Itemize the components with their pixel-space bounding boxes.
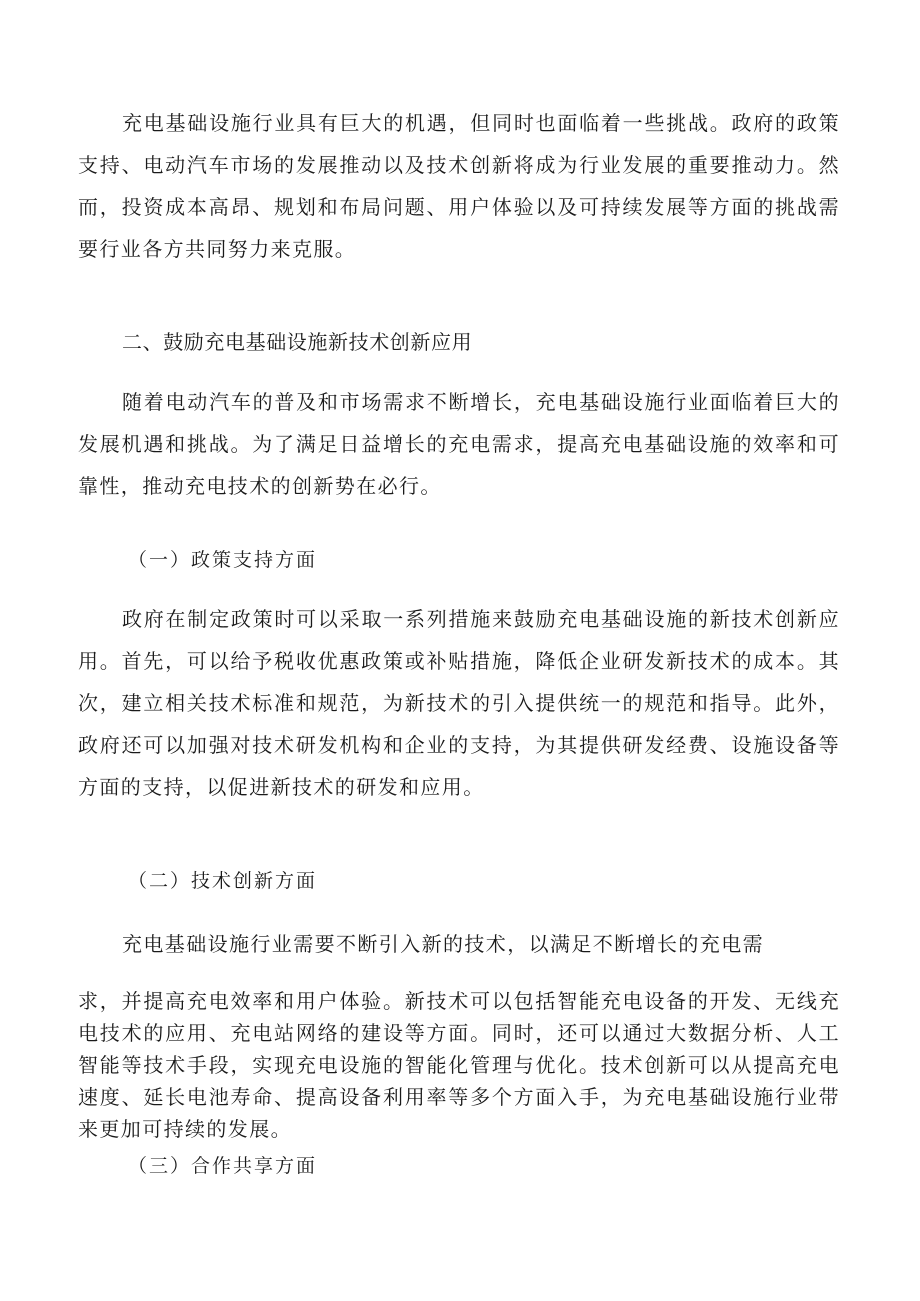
paragraph-opportunities-challenges: 充电基础设施行业具有巨大的机遇，但同时也面临着一些挑战。政府的政策支持、电动汽车市场的发展推动以及技术创新将成为行业发展的重要推动力。然而，投资成本高昂、规划和布局问题、用户体验以及可持续发展等方面的挑战需要行业各方共同努力来克服。 <box>78 111 840 261</box>
paragraph-market-demand: 随着电动汽车的普及和市场需求不断增长，充电基础设施行业面临着巨大的发展机遇和挑战。为了满足日益增长的充电需求，提高充电基础设施的效率和可靠性，推动充电技术的创新势在必行。 <box>78 390 840 498</box>
section-heading-encourage-innovation: 二、鼓励充电基础设施新技术创新应用 <box>122 330 473 354</box>
paragraph-technical-innovation-body: 求，并提高充电效率和用户体验。新技术可以包括智能充电设备的开发、无线充电技术的应用、充电站网络的建设等方面。同时，还可以通过大数据分析、人工智能等技术手段，实现充电设施的智能化管理与优化。技术创新可以从提高充电速度、延长电池寿命、提高设备利用率等多个方面入手，为充电基础设施行业带来更加可持续的发展。 <box>78 989 840 1141</box>
subheading-technical-innovation: （二）技术创新方面 <box>128 870 318 892</box>
paragraph-technical-innovation-first-line: 充电基础设施行业需要不断引入新的技术，以满足不断增长的充电需 <box>122 932 764 956</box>
subheading-cooperation-sharing: （三）合作共享方面 <box>128 1155 318 1177</box>
paragraph-policy-support: 政府在制定政策时可以采取一系列措施来鼓励充电基础设施的新技术创新应用。首先，可以给予税收优惠政策或补贴措施，降低企业研发新技术的成本。其次，建立相关技术标准和规范，为新技术的引入提供统一的规范和指导。此外，政府还可以加强对技术研发机构和企业的支持，为其提供研发经费、设施设备等方面的支持，以促进新技术的研发和应用。 <box>78 607 840 799</box>
subheading-policy-support: （一）政策支持方面 <box>128 549 318 571</box>
